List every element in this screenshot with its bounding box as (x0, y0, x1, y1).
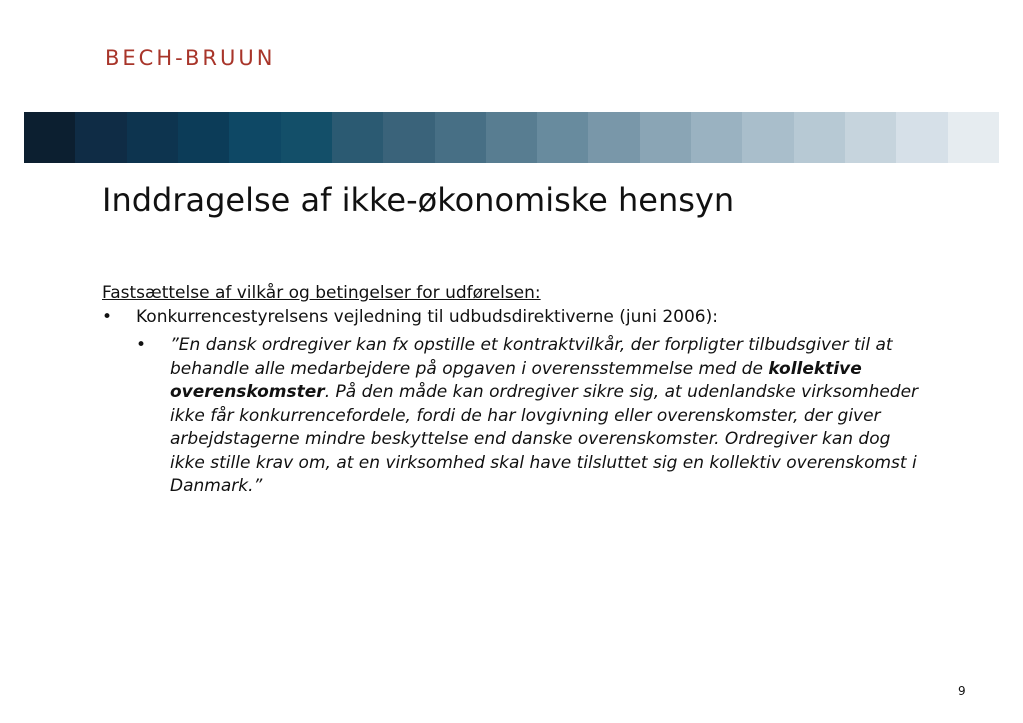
gradient-segment (794, 112, 845, 163)
gradient-segment (178, 112, 229, 163)
gradient-segment (281, 112, 332, 163)
quote-bold-term: kollektive overenskomster (170, 358, 862, 402)
bullet-text: Konkurrencestyrelsens vejledning til udbudsdirektiverne (juni 2006): (136, 306, 718, 327)
gradient-segment (127, 112, 178, 163)
gradient-segment (537, 112, 588, 163)
quote-text (170, 334, 922, 499)
bullet-marker: • (136, 335, 147, 355)
gradient-segment (896, 112, 947, 163)
gradient-segment (948, 112, 999, 163)
header-gradient-bar (24, 112, 999, 163)
gradient-segment (691, 112, 742, 163)
gradient-segment (486, 112, 537, 163)
company-logo: BECH-BRUUN (105, 46, 276, 70)
gradient-segment (75, 112, 126, 163)
quote-part2: . På den måde kan ordregiver sikre sig, at udenlandske virksomheder ikke får konkurrencefordele, fordi de har lovgivning eller overenskomster, der giver arbejdstagerne mindre beskyttelse end danske overenskomster. Ordregiver kan dog ikke stille krav om, at en virksomhed skal have tilsluttet sig en kollektiv overenskomst i Danmark.” (170, 382, 919, 496)
slide-title: Inddragelse af ikke-økonomiske hensyn (102, 181, 735, 219)
quote-part1: ”En dansk ordregiver kan fx opstille et kontraktvilkår, der forpligter tilbudsgiver til at behandle alle medarbejdere på opgaven i overensstemmelse med de (170, 335, 893, 379)
gradient-segment (588, 112, 639, 163)
bullet-marker: • (102, 306, 113, 327)
subheading: Fastsættelse af vilkår og betingelser for udførelsen: (102, 283, 541, 303)
gradient-segment (845, 112, 896, 163)
page-number: 9 (958, 684, 966, 698)
gradient-segment (229, 112, 280, 163)
gradient-segment (24, 112, 75, 163)
gradient-segment (742, 112, 793, 163)
gradient-segment (640, 112, 691, 163)
gradient-segment (383, 112, 434, 163)
gradient-segment (332, 112, 383, 163)
slide-body (102, 282, 922, 499)
bullet-item-level1 (102, 306, 922, 330)
gradient-segment (435, 112, 486, 163)
bullet-item-level2 (102, 334, 922, 499)
